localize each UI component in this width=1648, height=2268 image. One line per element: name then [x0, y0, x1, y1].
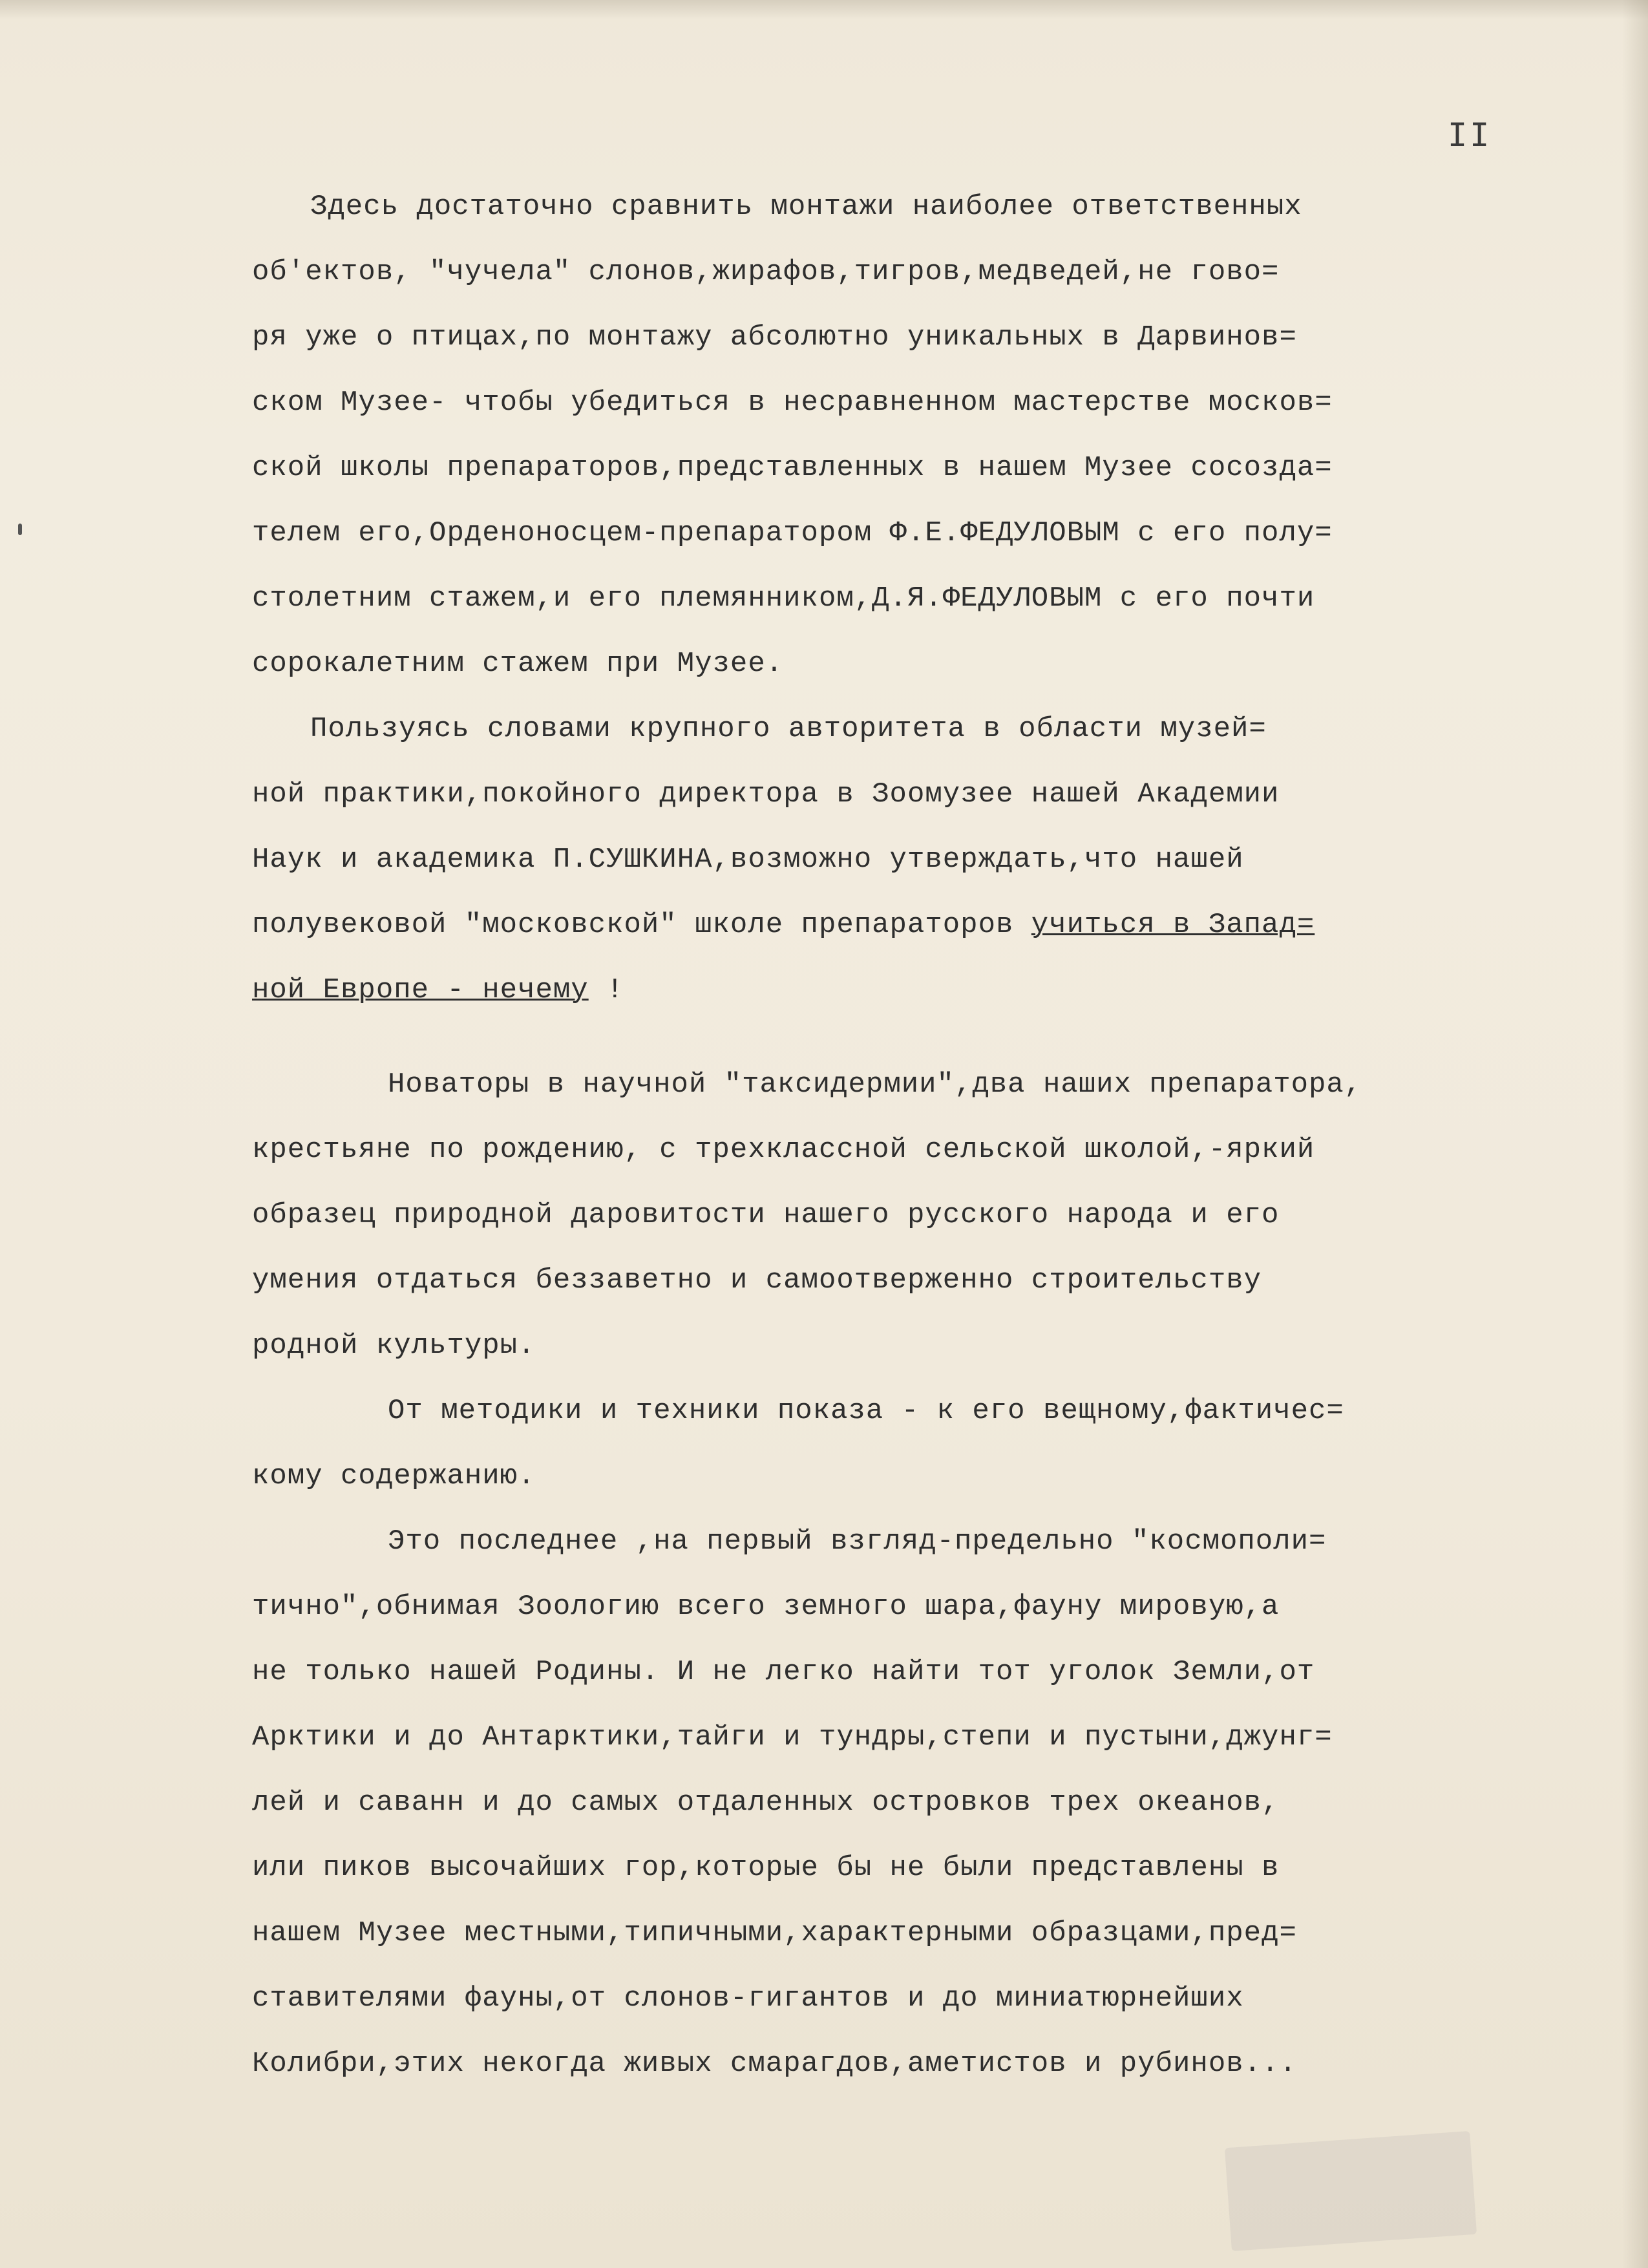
paragraph-line: Это последнее ,на первый взгляд-предельно "космополи=: [388, 1525, 1327, 1558]
paragraph-4: [252, 1379, 1596, 1509]
paragraph-line: ском Музее- чтобы убедиться в несравненном мастерстве москов=: [252, 387, 1333, 419]
underlined-text: учиться в Запад=: [1031, 909, 1315, 941]
line-text: !: [588, 974, 624, 1006]
page-top-shadow: [0, 0, 1648, 19]
paragraph-gap: [252, 1023, 1596, 1052]
paragraph-line: [252, 958, 1596, 1023]
paragraph-line: умения отдаться беззаветно и самоотверженно строительству: [252, 1264, 1262, 1297]
paragraph-line: От методики и техники показа - к его вещному,фактичес=: [388, 1395, 1344, 1427]
paragraph-5: [252, 1509, 1596, 2097]
paragraph-line: телем его,Орденоносцем-препаратором Ф.Е.ФЕДУЛОВЫМ с его полу=: [252, 517, 1333, 549]
paragraph-line: ря уже о птицах,по монтажу абсолютно уникальных в Дарвинов=: [252, 321, 1297, 354]
faded-stamp: [1225, 2131, 1477, 2251]
paragraph-line: или пиков высочайших гор,которые бы не были представлены в: [252, 1852, 1280, 1884]
paragraph-line: тично",обнимая Зоологию всего земного шара,фауну мировую,а: [252, 1591, 1280, 1623]
line-text: полувековой "московской" школе препараторов: [252, 909, 1031, 941]
paragraph-line: образец природной даровитости нашего русского народа и его: [252, 1199, 1280, 1231]
paragraph-line: столетним стажем,и его племянником,Д.Я.ФЕДУЛОВЫМ с его почти: [252, 582, 1315, 615]
paragraph-line: не только нашей Родины. И не легко найти тот уголок Земли,от: [252, 1656, 1315, 1688]
paragraph-line: ской школы препараторов,представленных в нашем Музее сосозда=: [252, 452, 1333, 484]
paragraph-line: об'ектов, "чучела" слонов,жирафов,тигров,медведей,не гово=: [252, 256, 1280, 288]
underlined-text: ной Европе - нечему: [252, 974, 589, 1006]
page-right-shadow: [1622, 0, 1648, 2268]
paragraph-line: Колибри,этих некогда живых смарагдов,аметистов и рубинов...: [252, 2048, 1297, 2080]
paragraph-line: [252, 893, 1596, 958]
paragraph-line: Наук и академика П.СУШКИНА,возможно утверждать,что нашей: [252, 843, 1244, 876]
paragraph-line: ной практики,покойного директора в Зоомузее нашей Академии: [252, 778, 1280, 811]
paragraph-line: Новаторы в научной "таксидермии",два наших препаратора,: [388, 1068, 1362, 1101]
paragraph-line: Арктики и до Антарктики,тайги и тундры,степи и пустыни,джунг=: [252, 1721, 1333, 1754]
margin-mark: [18, 524, 22, 535]
typed-body-text: [252, 175, 1596, 2097]
paragraph-line: сорокалетним стажем при Музее.: [252, 648, 784, 680]
paragraph-line: лей и саванн и до самых отдаленных островков трех океанов,: [252, 1786, 1280, 1819]
paragraph-line: кому содержанию.: [252, 1460, 536, 1492]
paragraph-line: Здесь достаточно сравнить монтажи наиболее ответственных: [310, 191, 1302, 223]
page-number: II: [1448, 116, 1492, 154]
paragraph-line: нашем Музее местными,типичными,характерными образцами,пред=: [252, 1917, 1297, 1949]
paragraph-1: [252, 175, 1596, 697]
paragraph-2: [252, 697, 1596, 1023]
paragraph-line: ставителями фауны,от слонов-гигантов и до миниатюрнейших: [252, 1982, 1244, 2015]
paragraph-line: Пользуясь словами крупного авторитета в области музей=: [310, 713, 1267, 745]
paragraph-line: родной культуры.: [252, 1330, 536, 1362]
paragraph-3: [252, 1052, 1596, 1379]
paragraph-line: крестьяне по рождению, с трехклассной сельской школой,-яркий: [252, 1134, 1315, 1166]
